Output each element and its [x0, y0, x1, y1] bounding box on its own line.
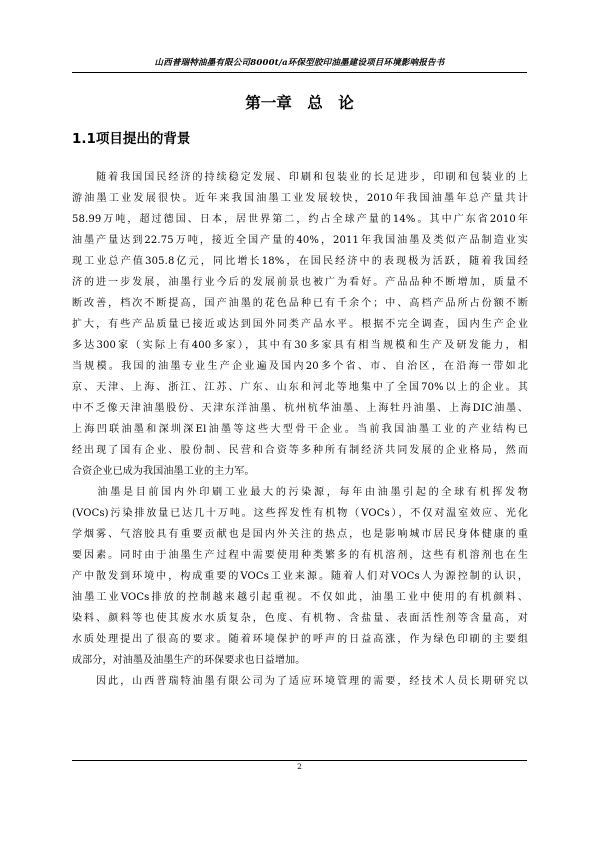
page-number: 2: [297, 762, 302, 771]
body-line: 随着我国国民经济的持续稳定发展、印刷和包装业的长足进步，印刷和包装业的上: [72, 172, 528, 183]
section-title: 1.1项目提出的背景: [72, 131, 191, 147]
header-rule: [72, 72, 527, 73]
body-line: 油墨产量达到22.75万吨，接近全国产量的40%，2011年我国油墨及类似产品制造业实: [72, 235, 528, 246]
body-line: 合资企业已成为我国油墨工业的主力军。: [72, 466, 255, 477]
body-line: 58.99万吨，超过德国、日本，居世界第二，约占全球产量的14%。其中广东省2010年: [72, 214, 528, 225]
body-line: 染料、颜料等也使其废水水质复杂，色度、有机物、含盐量、表面活性剂等含量高，对: [72, 613, 528, 624]
body-line: 产中散发到环境中，构成重要的VOCs工业来源。随着人们对VOCs人为源控制的认识，: [72, 571, 528, 582]
body-line: 水质处理提出了很高的要求。随着环境保护的呼声的日益高涨，作为绿色印刷的主要组: [72, 634, 528, 645]
body-line: 扩大，有些产品质量已接近或达到国外同类产品水平。根据不完全调查，国内生产企业: [72, 319, 528, 330]
body-line: 现工业总产值305.8亿元，同比增长18%，在国民经济中的表现极为活跃，随着我国经: [72, 256, 528, 267]
footer-rule: [72, 760, 527, 761]
body-line: 济的进一步发展，油墨行业今后的发展前景也被广为看好。产品品种不断增加，质量不: [72, 277, 528, 288]
body-line: 学烟雾、气溶胶具有重要贡献也是国内外关注的热点，也是影响城市居民身体健康的重: [72, 529, 528, 540]
body-line: 经出现了国有企业、股份制、民营和合资等多种所有制经济共同发展的企业格局，然而: [72, 445, 528, 456]
body-line: 中不乏像天津油墨股份、天津东洋油墨、杭州杭华油墨、上海牡丹油墨、上海DIC油墨、: [72, 403, 528, 414]
body-line: 游油墨工业发展很快。近年来我国油墨工业发展较快，2010年我国油墨年总产量共计: [72, 193, 528, 204]
body-text: [72, 167, 528, 692]
chapter-title: 第一章 总 论: [245, 94, 354, 112]
body-line: 多达300家（实际上有400多家），其中有30多家具有相当规模和生产及研发能力，相: [72, 340, 528, 351]
body-line: 当规模。我国的油墨专业生产企业遍及国内20多个省、市、自治区，在沿海一带如北: [72, 361, 528, 372]
body-line: 断改善，档次不断提高，国产油墨的花色品种已有千余个；中、高档产品所占份额不断: [72, 298, 528, 309]
body-line: (VOCs)污染排放量已达几十万吨。这些挥发性有机物（VOCs），不仅对温室效应、光化: [72, 508, 528, 519]
body-line: 京、天津、上海、浙江、江苏、广东、山东和河北等地集中了全国70%以上的企业。其: [72, 382, 528, 393]
body-line: 要因素。同时由于油墨生产过程中需要使用种类繁多的有机溶剂，这些有机溶剂也在生: [72, 550, 528, 561]
body-line: 因此，山西普瑞特油墨有限公司为了适应环境管理的需要，经技术人员长期研究以: [72, 676, 528, 687]
body-line: 油墨工业VOCs排放的控制越来越引起重视。不仅如此，油墨工业中使用的有机颜料、: [72, 592, 528, 603]
body-line: 成部分，对油墨及油墨生产的环保要求也日益增加。: [72, 655, 306, 666]
body-line: 上海凹联油墨和深圳深El油墨等这些大型骨干企业。当前我国油墨工业的产业结构已: [72, 424, 528, 435]
running-header: 山西普瑞特油墨有限公司8000t/a环保型胶印油墨建设项目环境影响报告书: [154, 58, 445, 68]
body-line: 油墨是目前国内外印刷工业最大的污染源，每年由油墨引起的全球有机挥发物: [72, 487, 528, 498]
